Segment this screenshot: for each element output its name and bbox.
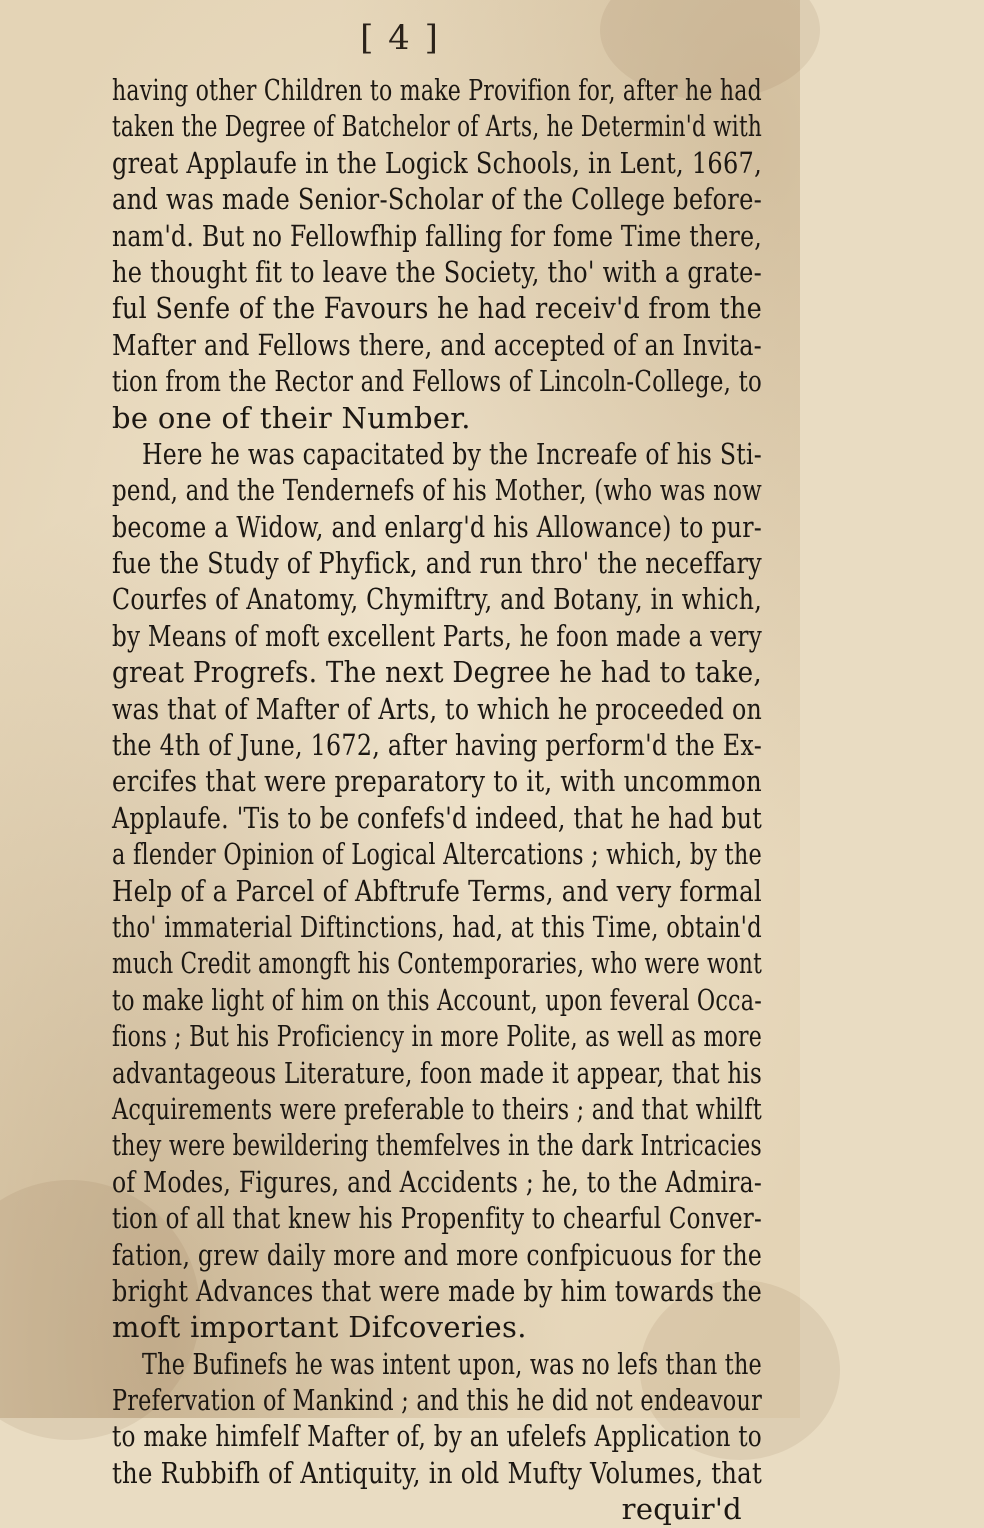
text-line: bright Advances that were made by him towards the (112, 1273, 762, 1308)
text-line: of Modes, Figures, and Accidents ; he, to the Admira- (112, 1164, 762, 1199)
text-line: fation, grew daily more and more confpicuous for the (112, 1237, 762, 1272)
text-line: they were bewildering themfelves in the dark Intricacies (112, 1128, 762, 1163)
text-line: Mafter and Fellows there, and accepted of an Invita- (112, 327, 762, 362)
text-line: the 4th of June, 1672, after having perform'd the Ex- (112, 728, 762, 763)
text-line: advantageous Literature, foon made it appear, that his (112, 1055, 762, 1090)
text-line: much Credit amongft his Contemporaries, who were wont (112, 946, 762, 981)
text-line: tho' immaterial Diftinctions, had, at this Time, obtain'd (112, 909, 762, 944)
text-line: Acquirements were preferable to theirs ; and that whilft (112, 1091, 762, 1126)
text-line: taken the Degree of Batchelor of Arts, he Determin'd with (112, 109, 762, 144)
text-line: pend, and the Tendernefs of his Mother, (who was now (112, 473, 762, 508)
text-line: ful Senfe of the Favours he had receiv'd from the (112, 291, 762, 326)
text-line: fions ; But his Proficiency in more Polite, as well as more (112, 1019, 762, 1054)
text-line: become a Widow, and enlarg'd his Allowance) to pur- (112, 509, 762, 544)
text-line: fue the Study of Phyfick, and run thro' the neceffary (112, 546, 762, 581)
text-line: he thought fit to leave the Society, tho' with a grate- (112, 254, 762, 289)
text-line: tion from the Rector and Fellows of Lincoln-College, to (112, 364, 762, 399)
text-line: tion of all that knew his Propenfity to chearful Conver- (112, 1201, 762, 1236)
text-line: be one of their Number. (112, 400, 471, 435)
body-text (112, 72, 762, 1528)
text-line: and was made Senior-Scholar of the College before- (112, 182, 762, 217)
text-line: great Progrefs. The next Degree he had to take, (112, 655, 762, 690)
text-line: ercifes that were preparatory to it, with uncommon (112, 764, 762, 799)
text-line: great Applaufe in the Logick Schools, in Lent, 1667, (112, 145, 762, 180)
text-line: the Rubbifh of Antiquity, in old Mufty Volumes, that (112, 1455, 762, 1490)
text-line: by Means of moft excellent Parts, he foon made a very (112, 618, 762, 653)
text-line: nam'd. But no Fellowfhip falling for fome Time there, (112, 218, 762, 253)
page-number: [ 4 ] (360, 18, 440, 58)
text-line: a flender Opinion of Logical Altercations ; which, by the (112, 837, 762, 872)
catchword: requir'd (621, 1492, 742, 1527)
text-line: moft important Difcoveries. (112, 1310, 527, 1345)
text-line: Here he was capacitated by the Increafe of his Sti- (142, 436, 762, 471)
text-line: Prefervation of Mankind ; and this he did not endeavour (112, 1383, 762, 1418)
text-line: having other Children to make Provifion for, after he had (112, 73, 762, 107)
text-line: to make himfelf Mafter of, by an ufelefs Application to (112, 1419, 762, 1454)
text-line: Courfes of Anatomy, Chymiftry, and Botany, in which, (112, 582, 762, 617)
text-line: was that of Mafter of Arts, to which he proceeded on (112, 691, 762, 726)
text-line: Help of a Parcel of Abftrufe Terms, and very formal (112, 873, 762, 908)
text-line: to make light of him on this Account, upon feveral Occa- (112, 982, 762, 1017)
text-line: Applaufe. 'Tis to be confefs'd indeed, that he had but (112, 800, 762, 835)
text-line: The Bufinefs he was intent upon, was no lefs than the (142, 1346, 762, 1381)
